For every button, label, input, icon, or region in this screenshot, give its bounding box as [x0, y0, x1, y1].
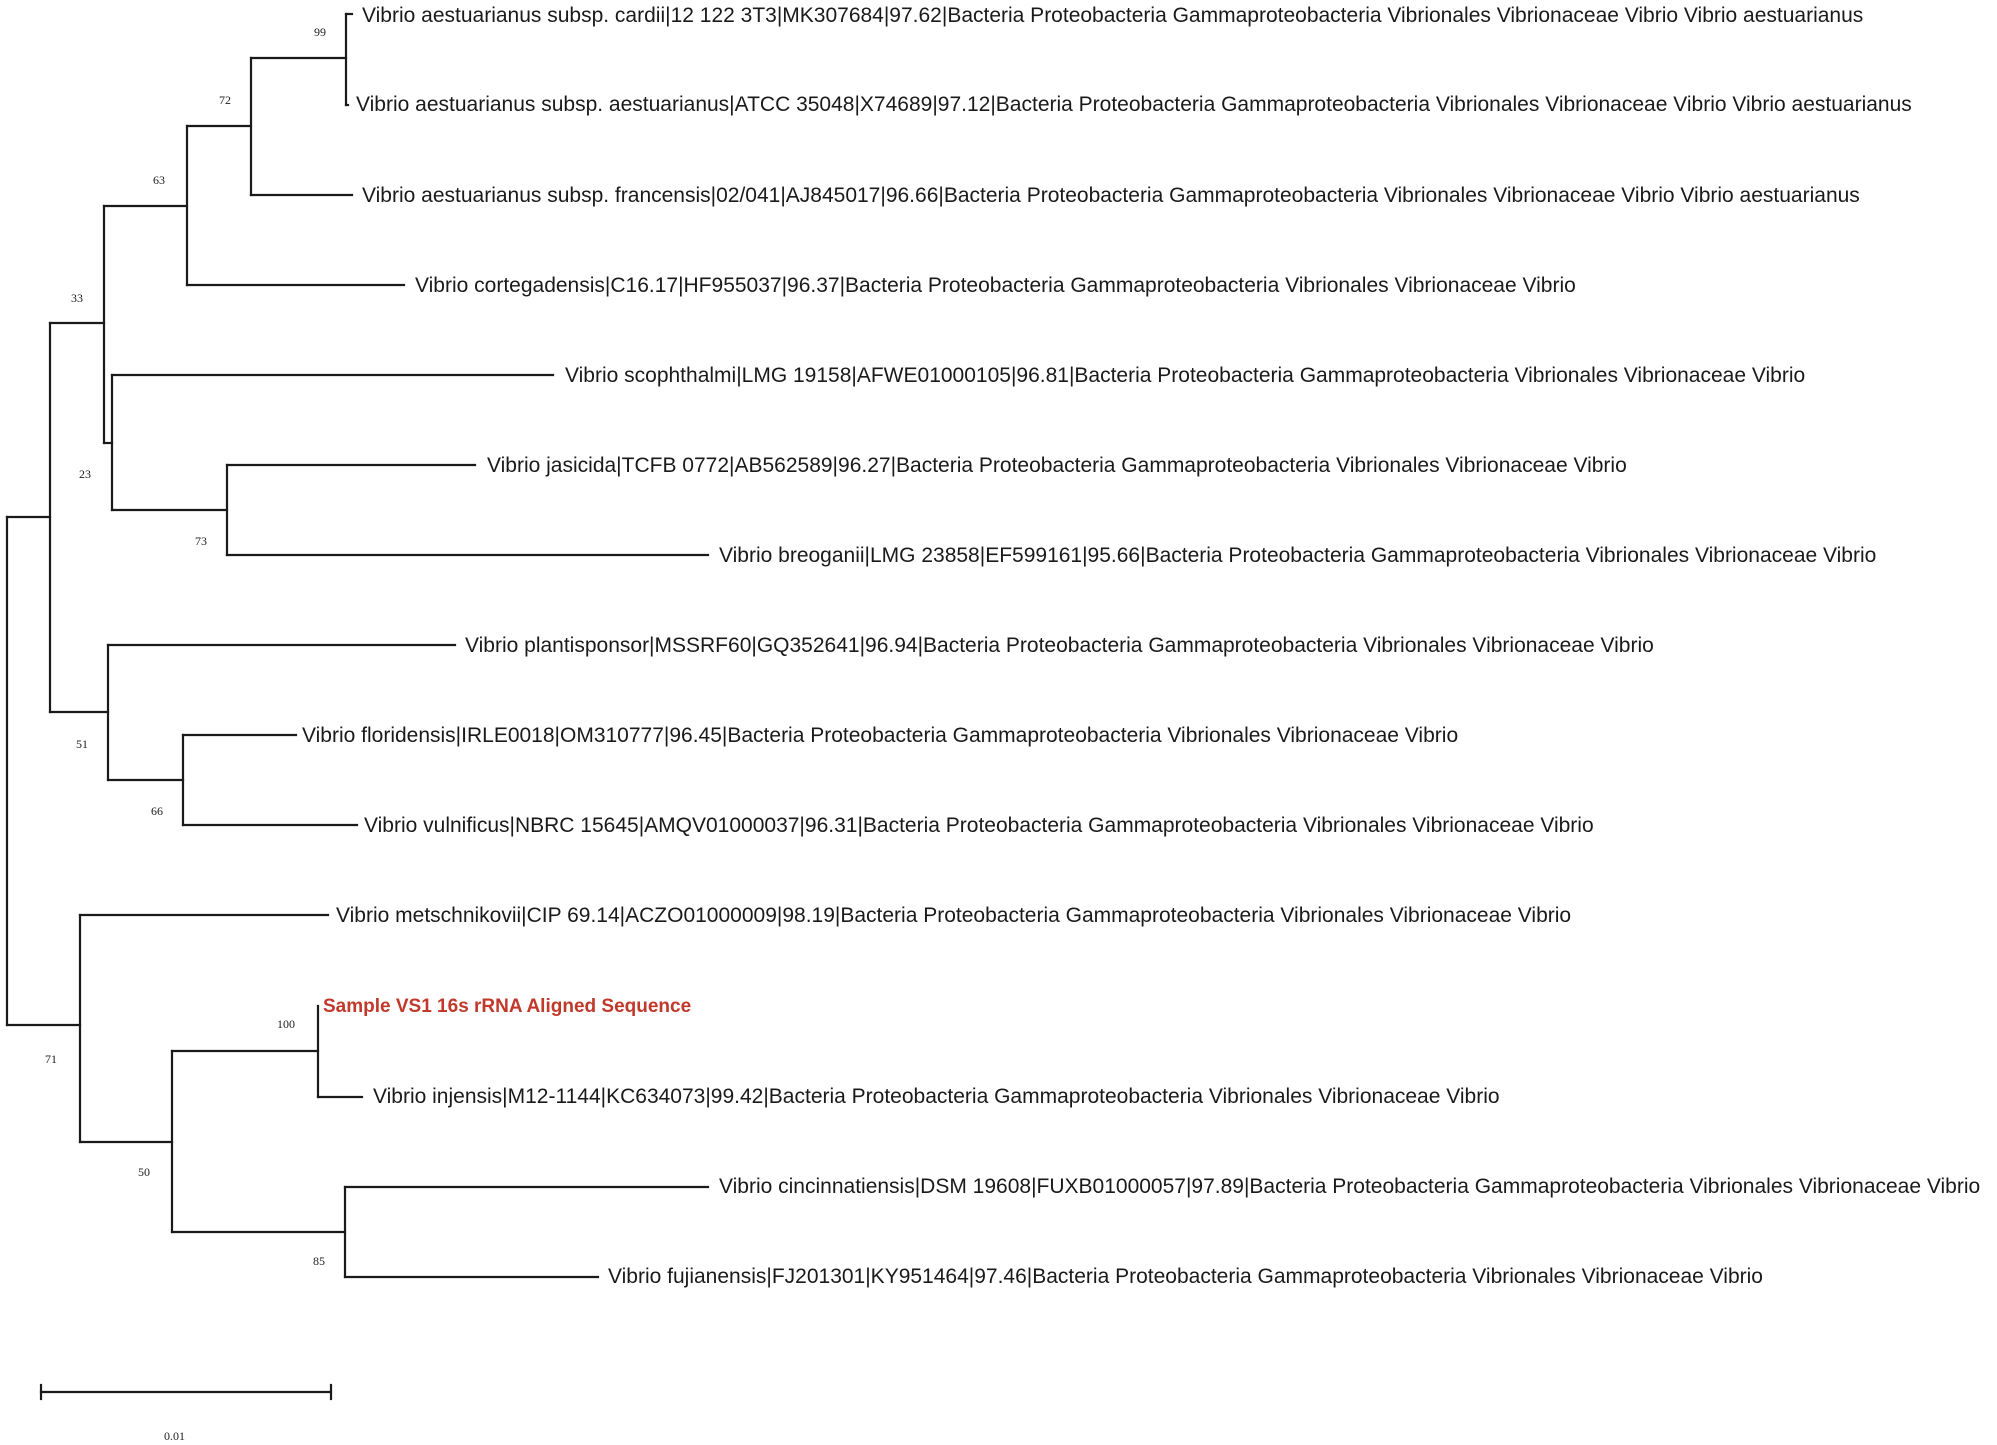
scale-bar-label: 0.01: [164, 1429, 185, 1443]
scale-bar: [41, 1385, 331, 1443]
bootstrap-node-33: 33: [71, 291, 83, 305]
bootstrap-node-66: 66: [151, 804, 163, 818]
leaf-label-injensis: Vibrio injensis|M12-1144|KC634073|99.42|Bacteria Proteobacteria Gammaproteobacteria Vibrionales Vibrionaceae Vibrio: [373, 1085, 1500, 1108]
leaf-label-aestuarianus-francensis: Vibrio aestuarianus subsp. francensis|02/041|AJ845017|96.66|Bacteria Proteobacteria Gammaproteobacteria Vibrionales Vibrionaceae Vibrio Vibrio aestuarianus: [362, 184, 1860, 207]
leaf-label-cincinnatiensis: Vibrio cincinnatiensis|DSM 19608|FUXB01000057|97.89|Bacteria Proteobacteria Gammaproteobacteria Vibrionales Vibrionaceae Vibrio: [719, 1175, 1981, 1198]
bootstrap-node-99: 99: [314, 25, 326, 39]
bootstrap-node-50: 50: [138, 1165, 150, 1179]
leaf-label-floridensis: Vibrio floridensis|IRLE0018|OM310777|96.45|Bacteria Proteobacteria Gammaproteobacteria Vibrionales Vibrionaceae Vibrio: [302, 724, 1459, 747]
leaf-label-breoganii: Vibrio breoganii|LMG 23858|EF599161|95.66|Bacteria Proteobacteria Gammaproteobacteria Vibrionales Vibrionaceae Vibrio: [719, 544, 1877, 567]
leaf-label-aestuarianus-aestuarianus: Vibrio aestuarianus subsp. aestuarianus|ATCC 35048|X74689|97.12|Bacteria Proteobacteria Gammaproteobacteria Vibrionales Vibrionaceae Vibrio Vibrio aestuarianus: [356, 93, 1912, 116]
leaf-label-aestuarianus-cardii: Vibrio aestuarianus subsp. cardii|12 122 3T3|MK307684|97.62|Bacteria Proteobacteria Gammaproteobacteria Vibrionales Vibrionaceae Vibrio Vibrio aestuarianus: [362, 4, 1864, 27]
leaf-label-scophthalmi: Vibrio scophthalmi|LMG 19158|AFWE01000105|96.81|Bacteria Proteobacteria Gammaproteobacteria Vibrionales Vibrionaceae Vibrio: [565, 364, 1806, 387]
leaf-labels: [302, 4, 1980, 1288]
leaf-label-fujianensis: Vibrio fujianensis|FJ201301|KY951464|97.46|Bacteria Proteobacteria Gammaproteobacteria Vibrionales Vibrionaceae Vibrio: [608, 1265, 1763, 1288]
bootstrap-node-63: 63: [153, 173, 165, 187]
bootstrap-node-100: 100: [277, 1017, 295, 1031]
bootstrap-node-51: 51: [76, 737, 88, 751]
bootstrap-node-73: 73: [195, 534, 207, 548]
leaf-label-sample-vs1: Sample VS1 16s rRNA Aligned Sequence: [323, 996, 692, 1017]
leaf-label-jasicida: Vibrio jasicida|TCFB 0772|AB562589|96.27|Bacteria Proteobacteria Gammaproteobacteria Vibrionales Vibrionaceae Vibrio: [487, 454, 1627, 477]
bootstrap-node-71: 71: [45, 1052, 57, 1066]
leaf-label-vulnificus: Vibrio vulnificus|NBRC 15645|AMQV01000037|96.31|Bacteria Proteobacteria Gammaproteobacteria Vibrionales Vibrionaceae Vibrio: [364, 814, 1594, 837]
leaf-label-cortegadensis: Vibrio cortegadensis|C16.17|HF955037|96.37|Bacteria Proteobacteria Gammaproteobacteria Vibrionales Vibrionaceae Vibrio: [415, 274, 1576, 297]
leaf-label-plantisponsor: Vibrio plantisponsor|MSSRF60|GQ352641|96.94|Bacteria Proteobacteria Gammaproteobacteria Vibrionales Vibrionaceae Vibrio: [465, 634, 1654, 657]
bootstrap-node-23: 23: [79, 467, 91, 481]
leaf-label-metschnikovii: Vibrio metschnikovii|CIP 69.14|ACZO01000009|98.19|Bacteria Proteobacteria Gammaproteobacteria Vibrionales Vibrionaceae Vibrio: [336, 904, 1572, 927]
bootstrap-node-72: 72: [219, 93, 231, 107]
bootstrap-node-85: 85: [313, 1254, 325, 1268]
bootstrap-values: [45, 25, 326, 1268]
